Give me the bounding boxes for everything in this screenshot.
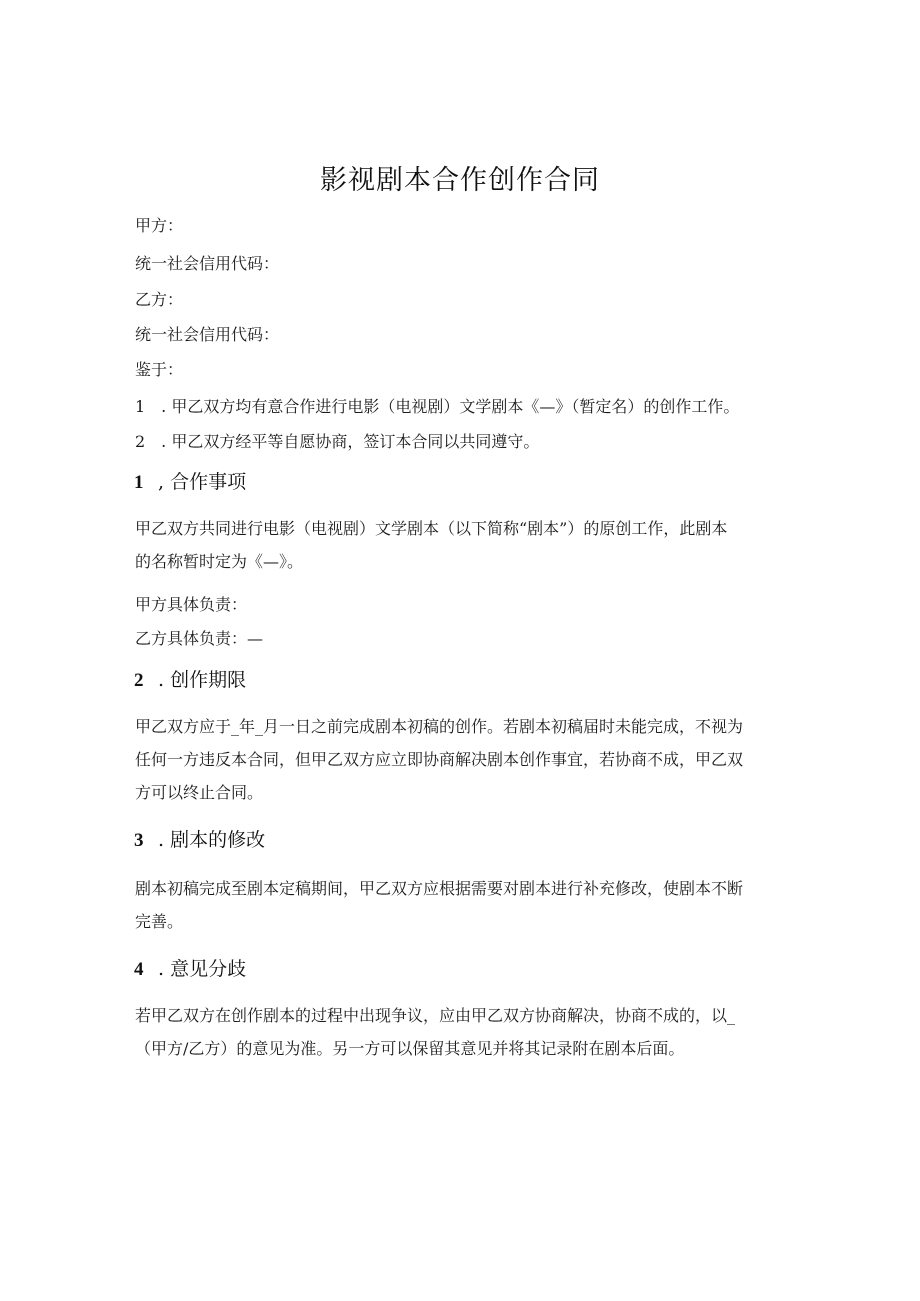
paragraph-line: 剧本初稿完成至剧本定稿期间，甲乙双方应根据需要对剧本进行补充修改，使剧本不断 xyxy=(135,879,744,898)
section-title: , 合作事项 xyxy=(158,471,247,493)
section-heading xyxy=(134,665,246,692)
party-b-duty: 乙方具体负责：— xyxy=(135,629,264,648)
section-number: 4 xyxy=(134,959,144,980)
paragraph-line: 若甲乙双方在创作剧本的过程中出现争议，应由甲乙双方协商解决，协商不成的，以_ xyxy=(135,1006,736,1025)
section-number: 2 xyxy=(134,670,144,691)
credit-code-a-label: 统一社会信用代码： xyxy=(135,254,280,273)
section-heading xyxy=(134,825,265,852)
section-heading xyxy=(134,954,246,981)
credit-code-b-label: 统一社会信用代码： xyxy=(135,325,280,344)
paragraph-line: 的名称暂时定为《—》。 xyxy=(135,552,304,571)
section-number: 1 xyxy=(134,472,144,493)
document-title: 影视剧本合作创作合同 xyxy=(320,165,600,196)
whereas-item: 1 . 甲乙双方均有意合作进行电影（电视剧）文学剧本《—》（暂定名）的创作工作。 xyxy=(135,397,740,416)
whereas-item: 2 . 甲乙双方经平等自愿协商，签订本合同以共同遵守。 xyxy=(135,432,540,451)
section-heading xyxy=(134,467,246,494)
section-paragraph xyxy=(135,999,785,1065)
paragraph-line: 甲乙双方共同进行电影（电视剧）文学剧本（以下简称“剧本”）的原创工作，此剧本 xyxy=(135,519,728,538)
party-a-duty: 甲方具体负责： xyxy=(135,595,248,614)
party-a-label: 甲方： xyxy=(135,216,184,235)
paragraph-line: 甲乙双方应于_年_月一日之前完成剧本初稿的创作。若剧本初稿届时未能完成，不视为 xyxy=(135,717,744,736)
section-title: . 剧本的修改 xyxy=(158,829,266,851)
paragraph-line: 方可以终止合同。 xyxy=(135,783,264,802)
paragraph-line: （甲方/乙方）的意见为准。另一方可以保留其意见并将其记录附在剧本后面。 xyxy=(135,1039,685,1058)
section-title: . 创作期限 xyxy=(158,669,247,691)
section-title: . 意见分歧 xyxy=(158,958,247,980)
paragraph-line: 任何一方违反本合同，但甲乙双方应立即协商解决剧本创作事宜，若协商不成，甲乙双 xyxy=(135,750,744,769)
paragraph-line: 完善。 xyxy=(135,912,184,931)
section-paragraph xyxy=(135,872,785,938)
section-paragraph xyxy=(135,512,785,578)
party-b-label: 乙方： xyxy=(135,290,184,309)
section-number: 3 xyxy=(134,830,144,851)
section-paragraph xyxy=(135,710,785,809)
whereas-label: 鉴于： xyxy=(135,360,184,379)
